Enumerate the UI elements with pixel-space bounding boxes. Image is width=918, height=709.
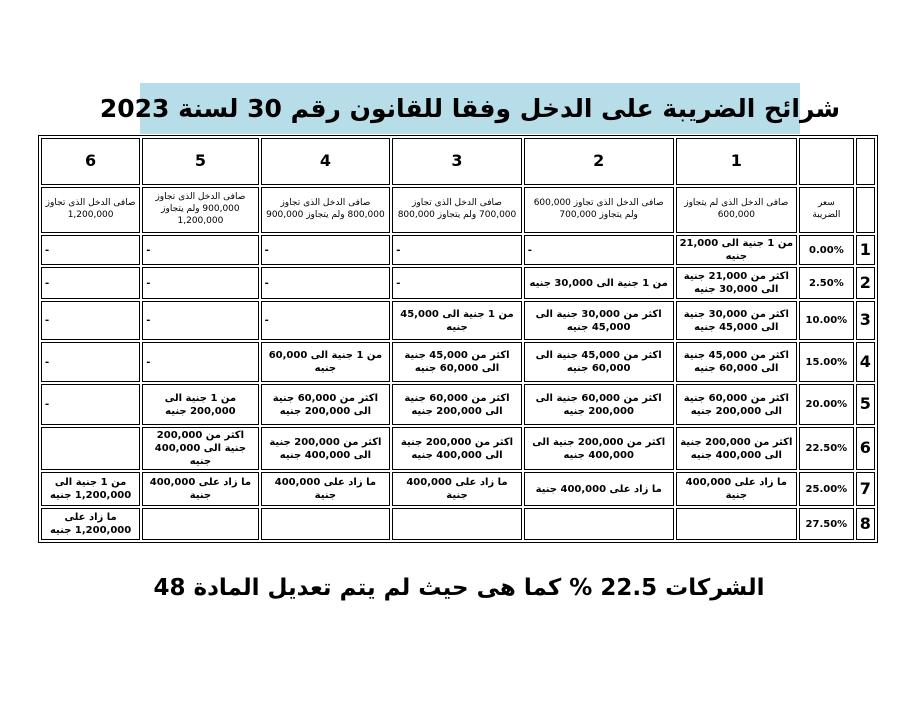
header-empty-num — [856, 138, 875, 185]
desc-bracket-5: صافى الدخل الذى تجاوز 900,000 ولم يتجاوز 1,200,000 — [142, 187, 258, 233]
cell-bracket-2: اكثر من 30,000 جنية الى 45,000 جنيه — [524, 301, 674, 340]
cell-bracket-5: من 1 جنية الى 200,000 جنيه — [142, 384, 258, 425]
header-empty — [799, 138, 854, 185]
cell-bracket-6: - — [41, 301, 140, 340]
tax-brackets-table — [38, 135, 878, 543]
header-bracket-5: 5 — [142, 138, 258, 185]
cell-bracket-2: اكثر من 200,000 جنية الى 400,000 جنيه — [524, 427, 674, 470]
cell-bracket-4: - — [261, 235, 391, 265]
cell-bracket-6: - — [41, 235, 140, 265]
cell-bracket-1: ما زاد على 400,000 جنية — [676, 472, 797, 506]
cell-bracket-3: من 1 جنية الى 45,000 جنيه — [392, 301, 522, 340]
cell-bracket-3: اكثر من 45,000 جنية الى 60,000 جنيه — [392, 342, 522, 382]
desc-rate: سعر الضريبة — [799, 187, 854, 233]
cell-bracket-3: اكثر من 60,000 جنية الى 200,000 جنيه — [392, 384, 522, 425]
cell-bracket-3: اكثر من 200,000 جنية الى 400,000 جنيه — [392, 427, 522, 470]
cell-bracket-4: من 1 جنية الى 60,000 جنيه — [261, 342, 391, 382]
cell-bracket-1: اكثر من 30,000 جنية الى 45,000 جنيه — [676, 301, 797, 340]
cell-bracket-6: ما زاد على 1,200,000 جنيه — [41, 508, 140, 540]
table-row — [41, 427, 875, 470]
cell-bracket-5: - — [142, 342, 258, 382]
table-row — [41, 508, 875, 540]
cell-bracket-6: - — [41, 384, 140, 425]
cell-bracket-6 — [41, 427, 140, 470]
cell-bracket-2 — [524, 508, 674, 540]
page-title: شرائح الضريبة على الدخل وفقا للقانون رقم 30 لسنة 2023 — [99, 94, 841, 123]
cell-bracket-6: - — [41, 342, 140, 382]
header-bracket-2: 2 — [524, 138, 674, 185]
cell-rate: 20.00% — [799, 384, 854, 425]
cell-bracket-5: - — [142, 267, 258, 299]
cell-row-number: 1 — [856, 235, 875, 265]
cell-bracket-2: - — [524, 235, 674, 265]
table-row — [41, 472, 875, 506]
table-row — [41, 235, 875, 265]
footer-text: الشركات 22.5 % كما هى حيث لم يتم تعديل المادة 48 — [153, 575, 765, 601]
cell-row-number: 2 — [856, 267, 875, 299]
cell-bracket-2: اكثر من 45,000 جنية الى 60,000 جنيه — [524, 342, 674, 382]
cell-rate: 15.00% — [799, 342, 854, 382]
cell-bracket-4: - — [261, 301, 391, 340]
cell-bracket-4: اكثر من 200,000 جنية الى 400,000 جنيه — [261, 427, 391, 470]
cell-bracket-1: اكثر من 200,000 جنية الى 400,000 جنيه — [676, 427, 797, 470]
header-bracket-6: 6 — [41, 138, 140, 185]
cell-row-number: 5 — [856, 384, 875, 425]
desc-bracket-2: صافى الدخل الذى تجاوز 600,000 ولم يتجاوز 700,000 — [524, 187, 674, 233]
cell-bracket-5: اكثر من 200,000 جنية الى 400,000 جنيه — [142, 427, 258, 470]
table-row — [41, 342, 875, 382]
desc-empty-num — [856, 187, 875, 233]
header-bracket-4: 4 — [261, 138, 391, 185]
cell-rate: 0.00% — [799, 235, 854, 265]
cell-rate: 25.00% — [799, 472, 854, 506]
cell-bracket-2: ما زاد على 400,000 جنية — [524, 472, 674, 506]
table-body — [41, 235, 875, 540]
cell-rate: 22.50% — [799, 427, 854, 470]
cell-row-number: 4 — [856, 342, 875, 382]
cell-rate: 10.00% — [799, 301, 854, 340]
cell-bracket-2: من 1 جنية الى 30,000 جنيه — [524, 267, 674, 299]
cell-bracket-4 — [261, 508, 391, 540]
cell-bracket-4: ما زاد على 400,000 جنية — [261, 472, 391, 506]
cell-row-number: 7 — [856, 472, 875, 506]
cell-rate: 27.50% — [799, 508, 854, 540]
cell-bracket-1: اكثر من 45,000 جنية الى 60,000 جنيه — [676, 342, 797, 382]
cell-rate: 2.50% — [799, 267, 854, 299]
footer-note — [0, 575, 918, 601]
table-row — [41, 384, 875, 425]
cell-bracket-1 — [676, 508, 797, 540]
cell-bracket-4: اكثر من 60,000 جنية الى 200,000 جنيه — [261, 384, 391, 425]
cell-bracket-5 — [142, 508, 258, 540]
desc-bracket-6: صافى الدخل الذى تجاوز 1,200,000 — [41, 187, 140, 233]
cell-bracket-1: من 1 جنية الى 21,000 جنيه — [676, 235, 797, 265]
cell-row-number: 8 — [856, 508, 875, 540]
cell-bracket-6: - — [41, 267, 140, 299]
cell-bracket-4: - — [261, 267, 391, 299]
cell-bracket-3: - — [392, 235, 522, 265]
cell-bracket-5: ما زاد على 400,000 جنية — [142, 472, 258, 506]
title-banner — [99, 83, 841, 134]
cell-row-number: 6 — [856, 427, 875, 470]
cell-bracket-1: اكثر من 21,000 جنية الى 30,000 جنيه — [676, 267, 797, 299]
cell-bracket-5: - — [142, 235, 258, 265]
desc-bracket-3: صافى الدخل الذى تجاوز 700,000 ولم يتجاوز 800,000 — [392, 187, 522, 233]
cell-bracket-2: اكثر من 60,000 جنية الى 200,000 جنيه — [524, 384, 674, 425]
header-bracket-1: 1 — [676, 138, 797, 185]
header-bracket-3: 3 — [392, 138, 522, 185]
cell-bracket-3: ما زاد على 400,000 جنية — [392, 472, 522, 506]
cell-bracket-1: اكثر من 60,000 جنية الى 200,000 جنيه — [676, 384, 797, 425]
table-row — [41, 267, 875, 299]
cell-row-number: 3 — [856, 301, 875, 340]
cell-bracket-3: - — [392, 267, 522, 299]
desc-bracket-1: صافى الدخل الذى لم يتجاوز 600,000 — [676, 187, 797, 233]
cell-bracket-5: - — [142, 301, 258, 340]
table-row — [41, 301, 875, 340]
description-row — [41, 187, 875, 233]
cell-bracket-6: من 1 جنية الى 1,200,000 جنيه — [41, 472, 140, 506]
desc-bracket-4: صافى الدخل الذى تجاوز 800,000 ولم يتجاوز 900,000 — [261, 187, 391, 233]
header-row — [41, 138, 875, 185]
cell-bracket-3 — [392, 508, 522, 540]
